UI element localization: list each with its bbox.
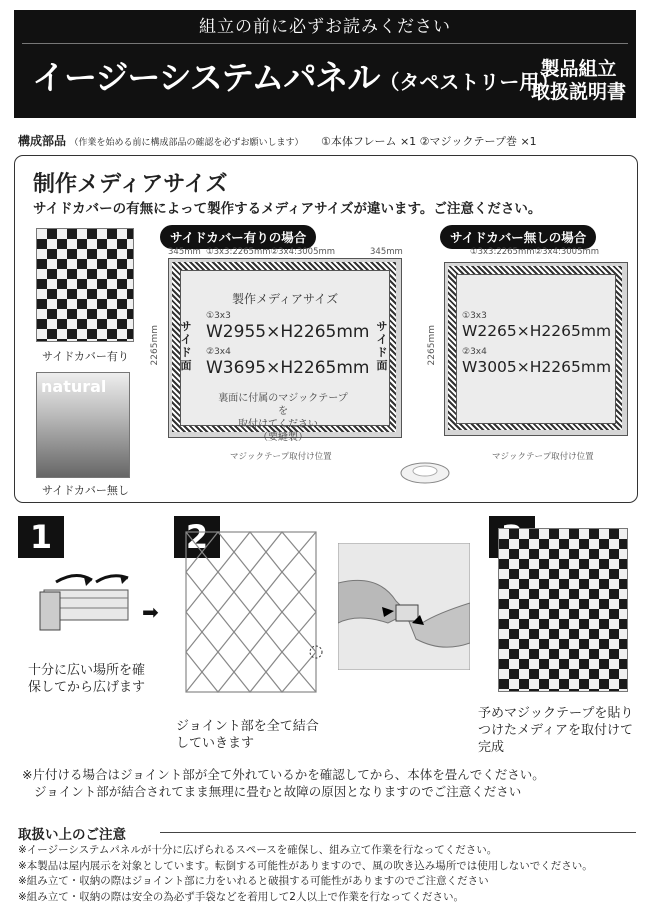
page-title: [32, 52, 559, 99]
folding-warning: [22, 766, 545, 800]
media-note: サイドカバーの有無によって製作するメディアサイズが違います。ご注意ください。: [33, 201, 542, 217]
caution-item: ※組み立て・収納の際は安全の為必ず手袋などを着用して2人以上で作業を行なってください。: [18, 890, 464, 903]
without-cover-heading: サイドカバー無しの場合: [440, 225, 596, 249]
title-main: イージーシステムパネル: [32, 58, 380, 97]
left-side-face: サイド面: [180, 320, 192, 372]
title-paren: （タペストリー用）: [379, 70, 560, 94]
with-cover-size1-label: ①3x3: [206, 311, 231, 321]
without-cover-caption: サイドカバー無し: [42, 484, 129, 497]
caution-item: ※組み立て・収納の際はジョイント部に力をいれると破損する可能性がありますのでご注意ください: [18, 875, 489, 887]
without-cover-size1: W2265×H2265mm: [462, 322, 612, 340]
without-cover-height: 2265mm: [427, 325, 437, 366]
title-right: [531, 58, 626, 104]
media-title: 制作メディアサイズ: [33, 172, 228, 197]
tape-instruction-line1: 裏面に付属のマジックテープを: [218, 393, 348, 417]
with-cover-caption: サイドカバー有り: [42, 350, 129, 363]
joint-connection-photo: [338, 543, 470, 670]
cautions-title: 取扱い上のご注意: [18, 827, 126, 843]
step-2-number: 2: [174, 516, 220, 558]
with-cover-center-width: ①3x3:2265mm②3x4:3005mm: [206, 247, 336, 257]
parts-note: （作業を始める前に構成部品の確認を必ずお願いします）: [69, 138, 304, 148]
with-cover-size2: W3695×H2265mm: [206, 358, 370, 378]
with-cover-left-width: 345mm: [168, 247, 201, 257]
completed-panel-image: [498, 528, 628, 692]
without-cover-tape-position: マジックテープ取付け位置: [492, 452, 594, 462]
natural-word: natural: [41, 377, 107, 396]
with-cover-heading: サイドカバー有りの場合: [160, 225, 316, 249]
step-3-text: 予めマジックテープを貼りつけたメディアを取付けて完成: [478, 706, 634, 755]
right-side-face: サイド面: [376, 320, 388, 372]
step-2-text: ジョイント部を全て結合していきます: [176, 719, 319, 751]
warning-line2: ジョイント部が結合されてまま無理に畳むと故障の原因となりますのでご注意ください: [34, 784, 522, 799]
step-arrow-icon: ➡: [142, 600, 159, 624]
parts-items: ①本体フレーム ×1 ②マジックテープ巻 ×1: [321, 135, 537, 148]
with-cover-right-width: 345mm: [370, 247, 403, 257]
with-cover-height: 2265mm: [150, 325, 160, 366]
step-1-text: 十分に広い場所を確保してから広げます: [28, 663, 146, 695]
step-1-number: 1: [18, 516, 64, 558]
with-cover-thumbnail: [36, 228, 134, 342]
tape-instruction: [218, 392, 348, 444]
with-cover-inner-title: 製作メディアサイズ: [232, 292, 339, 306]
with-cover-size1: W2955×H2265mm: [206, 322, 370, 342]
warning-line1: ※片付ける場合はジョイント部が全て外れているかを確認してから、本体を畳んでください。: [22, 767, 545, 782]
without-cover-size1-label: ①3x3: [462, 311, 487, 321]
cautions-list: [18, 843, 593, 905]
cautions-divider: [160, 832, 636, 833]
caution-item: ※イージーシステムパネルが十分に広げられるスペースを確保し、組み立て作業を行なってください。: [18, 844, 498, 856]
caution-item: ※本製品は屋内展示を対象としています。転倒する可能性がありますので、風の吹き込み場所では使用しないでください。: [18, 859, 593, 872]
tape-instruction-line2: 取付けてください。: [238, 419, 328, 430]
header-subtitle: 組立の前に必ずお読みください: [199, 17, 451, 37]
expanded-frame-icon: [176, 528, 326, 708]
title-right-line1: 製品組立: [540, 58, 617, 80]
without-cover-size2-label: ②3x4: [462, 347, 487, 357]
with-cover-size2-label: ②3x4: [206, 347, 231, 357]
without-cover-center-width: ①3x3:2265mm②3x4:3005mm: [470, 247, 600, 257]
parts-label: 構成部品: [18, 134, 67, 148]
without-cover-size2: W3005×H2265mm: [462, 358, 612, 376]
header-banner: [14, 10, 636, 118]
tape-roll-icon: [398, 458, 452, 488]
parts-list: [18, 132, 537, 149]
tape-instruction-line3: （要縫製）: [258, 432, 308, 443]
header-divider: [22, 43, 628, 44]
title-right-line2: 取扱説明書: [530, 81, 626, 103]
folded-frame-icon: [36, 568, 136, 648]
without-cover-thumbnail: [36, 372, 130, 478]
with-cover-tape-position: マジックテープ取付け位置: [230, 452, 332, 462]
